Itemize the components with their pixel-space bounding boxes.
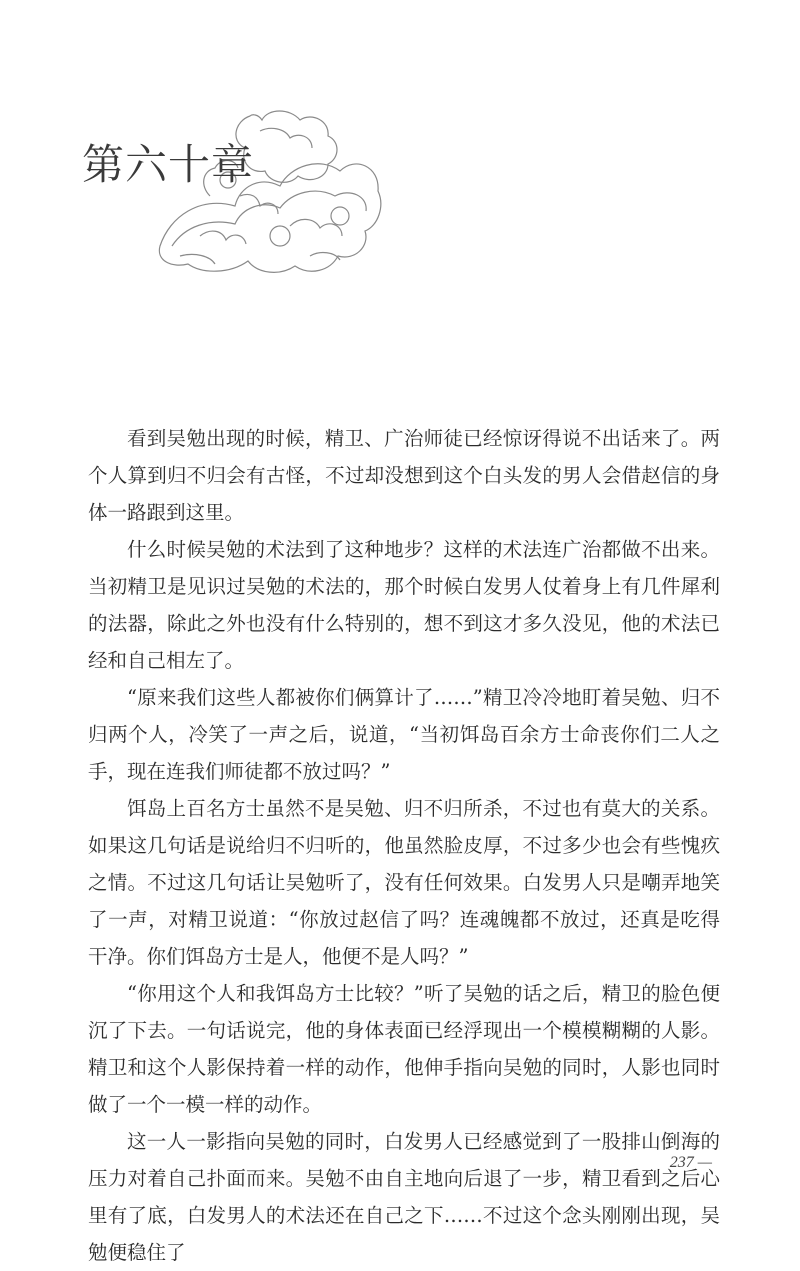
paragraph: 饵岛上百名方士虽然不是吴勉、归不归所杀，不过也有莫大的关系。如果这几句话是说给归不归听的，他虽然脸皮厚，不过多少也会有些愧疚之情。不过这几句话让吴勉听了，没有任何效果。白发男人只是嘲弄地笑了一声，对精卫说道：“你放过赵信了吗？连魂魄都不放过，还真是吃得干净。你们饵岛方士是人，他便不是人吗？” (88, 797, 720, 968)
page-number: 237 — (669, 1154, 712, 1171)
chapter-title: 第六十章 (82, 140, 255, 189)
paragraph: 这一人一影指向吴勉的同时，白发男人已经感觉到了一股排山倒海的压力对着自己扑面而来。吴勉不由自主地向后退了一步，精卫看到之后心里有了底，白发男人的术法还在自己之下……不过这个念头刚刚出现，吴勉便稳住了 (88, 1130, 720, 1264)
paragraph: 看到吴勉出现的时候，精卫、广治师徒已经惊讶得说不出话来了。两个人算到归不归会有古怪，不过却没想到这个白头发的男人会借赵信的身体一路跟到这里。 (88, 427, 720, 524)
paragraph: 什么时候吴勉的术法到了这种地步？这样的术法连广治都做不出来。当初精卫是见识过吴勉的术法的，那个时候白发男人仗着身上有几件犀利的法器，除此之外也没有什么特别的，想不到这才多久没见，他的术法已经和自己相左了。 (88, 538, 720, 672)
chapter-body (88, 420, 720, 1271)
paragraph: “原来我们这些人都被你们俩算计了……”精卫冷冷地盯着吴勉、归不归两个人，冷笑了一声之后，说道，“当初饵岛百余方士命丧你们二人之手，现在连我们师徒都不放过吗？” (88, 686, 720, 783)
paragraph: “你用这个人和我饵岛方士比较？”听了吴勉的话之后，精卫的脸色便沉了下去。一句话说完，他的身体表面已经浮现出一个模模糊糊的人影。精卫和这个人影保持着一样的动作，他伸手指向吴勉的同时，人影也同时做了一个一模一样的动作。 (88, 982, 720, 1116)
